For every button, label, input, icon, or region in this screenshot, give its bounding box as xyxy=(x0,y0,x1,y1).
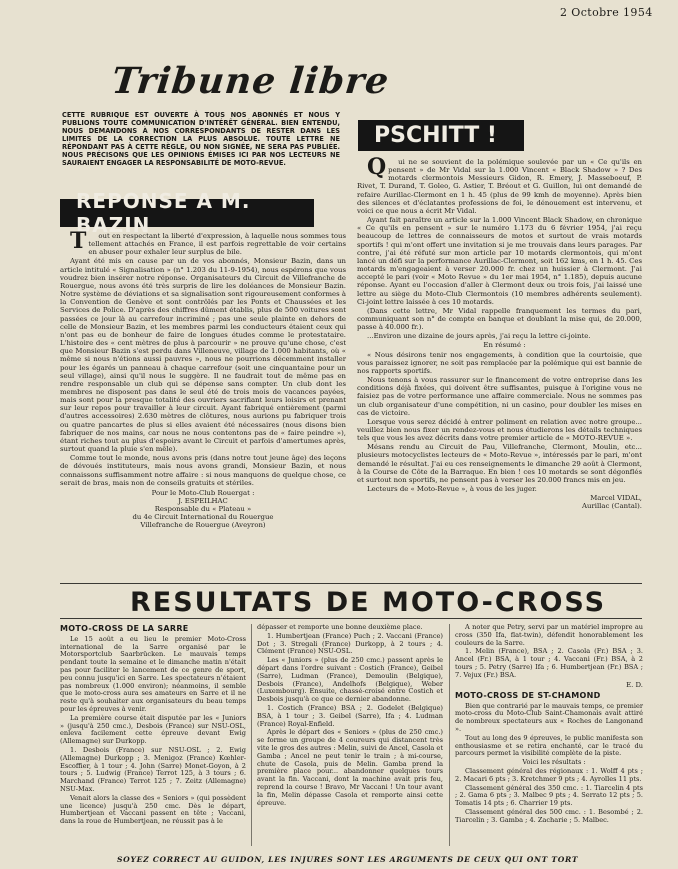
pschitt-signature: Marcel VIDAL, xyxy=(590,494,642,503)
pschitt-paragraph: Mésans rendu au Circuit de Pau, Villefranche, Clermont, Moulin, etc... plusieurs motocyclistes lecteurs de « Moto-Revue », intéressés par le pari, m'ont demandé le résultat. J'ai eu ces renseignements le dimanche 29 août à Clermont, à la Course de Côte de la Barraque. En bien ! ces 10 motards se sont dégonflés et surtout non sportifs, ne pensent pas à verser les 20.000 francs mis en jeu. xyxy=(357,443,642,484)
result-paragraph: Après le départ des « Seniors » (plus de 250 cmc.) se forme un groupe de 4 coureurs qui distancent très vite le gros des autres : Melin, suivi de Ancel, Casola et Gamba ; Ancel ne peut tenir le train ; à mi-course, chute de Casola, puis de Melin. Gamba prend la première place pour... abandonner quelques tours avant la fin. Vaccani, dont la machine avait pris feu, reprend la course ! Bravo, Mr Vaccani ! Un tour avant la fin, Melin dépasse Casola et remporte ainsi cette épreuve. xyxy=(257,728,443,807)
reponse-article xyxy=(60,228,346,530)
result-paragraph: 1. Melin (France), BSA ; 2. Casola (Fr.) BSA ; 3. Ancel (Fr.) BSA, à 1 tour ; 4. Vaccani (Fr.) BSA, à 2 tours ; 5. Petry (Sarre) Ifa ; 6. Humbertjean (Fr.) BSA ; 7. Vejux (Fr.) BSA. xyxy=(455,647,643,679)
result-signature: E. D. xyxy=(626,680,643,689)
reponse-paragraph: Tout en respectant la liberté d'expression, à laquelle nous sommes tous tellement attachés en France, il est parfois regrettable de voir certains en abuser pour exhaler leur surplus de bile. xyxy=(70,228,346,257)
result-paragraph: 1. Costich (France) BSA ; 2. Godelet (Belgique) BSA, à 1 tour ; 3. Geibel (Sarre), Ifa ; 4. Ludman (France) Royal-Enfield. xyxy=(257,703,443,728)
pschitt-paragraph: Ayant fait paraître un article sur la 1.000 Vincent Black Shadow, en chronique « Ce qu'ils en pensent » sur le numéro 1.173 du 6 février 1954, j'ai reçu beaucoup de lettres de connaisseurs de motos et surtout de vrais motards sportifs ! qui m'ont offert une invitation si je me trouvais dans leurs parages. Par contre, j'ai été réfuté sur mon article par 10 motards clermontois, qui m'ont lancé un défi sur la performance Aurillac-Clermont, soit 162 kms, en 1 h. 45. Ces motards m'engageaient à verser 20.000 fr. chez un huissier à Clermont. J'ai accepté le pari (voir « Moto Revue » du 1er mai 1954, n° 1.185), depuis aucune réponse. Ayant eu l'occasion d'aller à Clermont deux ou trois fois, j'ai laissé une lettre au siège du Moto-Club Clermontois (10 membres adhérents seulement). Ci-joint lettre laissée à ces 10 motards. xyxy=(357,216,642,306)
resultats-column-2 xyxy=(257,624,443,808)
pschitt-paragraph: Lorsque vous serez décidé à entrer poliment en relation avec notre groupe... veuillez bien nous fixer un rendez-vous et nous étudierons les détails techniques tels que vous les avez décrits dans votre premier article de « MOTO-REVUE ». xyxy=(357,417,642,443)
result-paragraph: Classement général des régionaux : 1. Wolff 4 pts ; 2. Macari 6 pts ; 3. Kretchmer 9 pts ; 4. Ayrolles 11 pts. xyxy=(455,766,643,783)
pschitt-banner: PSCHITT ! xyxy=(358,120,524,151)
tribune-title: Tribune libre xyxy=(109,60,392,102)
reponse-banner: REPONSE A M. BAZIN xyxy=(60,199,314,227)
section-divider-top xyxy=(60,583,642,584)
result-paragraph: 1. Humbertjean (France) Puch ; 2. Vaccani (France) Dot ; 3. Stregali (France) Durkopp, à 2 tours ; 4. Clément (France) NSU-OSL. xyxy=(257,631,443,656)
result-paragraph: Classement général des 500 cmc. : 1. Besombé ; 2. Tiarcelin ; 3. Gamba ; 4. Zacharie ; 5. Malbec. xyxy=(455,807,643,824)
result-paragraph: Classement général des 350 cmc. : 1. Tiarcelin 4 pts ; 2. Gama 6 pts ; 3. Malbec 9 pts ; 4. Serrato 12 pts ; 5. Tomatis 14 pts ; 6. Charrier 19 pts. xyxy=(455,783,643,808)
reponse-sig-line: du 4e Circuit International du Rouergue xyxy=(132,513,274,522)
resultats-column-1 xyxy=(60,622,246,827)
pschitt-paragraph: En résumé : xyxy=(483,341,526,350)
pschitt-paragraph: Nous tenons à vous rassurer sur le financement de votre entreprise dans les conditions déjà fixées, qui doivent être suffisantes, puisque à l'origine vous ne faisiez pas de votre performance une affaire commerciale. Nous ne sommes pas un club organisateur d'une compétition, ni un casino, pour doubler les mises en cas de victoire. xyxy=(357,376,642,417)
section-divider-bottom xyxy=(60,618,642,619)
result-paragraph: Les « Juniors » (plus de 250 cmc.) passent après le départ dans l'ordre suivant : Costich (France), Geibel (Sarre), Ludman (France), Demoulin (Belgique), Desbois (France), Andelhofs (Belgique), Weber (Luxembourg). Ensuite, chassé-croisé entre Costich et Desbois jusqu'à ce que ce dernier abandonne. xyxy=(257,656,443,704)
reponse-paragraph: Ayant été mis en cause par un de vos abonnés, Monsieur Bazin, dans un article intitulé « Signalisation » (n° 1.203 du 11-9-1954), nous espérons que vous voudrez bien insérer notre réponse. Organisateurs du Circuit de Villefranche de Rouergue, nous avons été très surpris de lire les doléances de Monsieur Bazin. Notre système de déviations et sa signalisation sont rigoureusement conformes à la Convention de Genève et sont contrôlés par les Ponts et Chaussées et les Services de Police. D'après des chiffres dûment établis, plus de 500 voitures sont passées ce jour là au carrefour incriminé ; pas une seule plainte en dehors de celle de Monsieur Bazin, et les membres parmi les conducteurs étaient ceux qui n'ont pas eu de bonheur de faire de longues études comme le protestataire. L'histoire des « cent mètres de plus à parcourir » ne prouve qu'une chose, c'est que Monsieur Bazin s'est perdu dans Villeneuve, village de 1.000 habitants, où « même si nous n'étions aussi pauvres », nous ne pourrions décemment installer pour les égarés un panneau à chaque carrefour (soit une cinquantaine pour un seul village), ainsi qu'il nous le suggère. Il ne faudrait tout de même pas en rendre responsable un club qui se dépense sans compter. Un club dont les membres ne disposent pas dans le seul été de trois mois de vacances payées, mais sont pour la presque totalité des ouvriers sacrifiant leurs loisirs et prenant sur leur repos pour travailler à leur circuit. Ayant fabriqué entièrement (parmi d'autres accessoires) 2.630 mètres de clôtures, nous aurions pu fabriquer trois ou quatre pancartes de plus si elles avaient été nécessaires (nous disons bien fabriquer de nos mains, car nous ne nous contentons pas de « faire peindre »), étant riches tout au plus d'espoirs avant le Circuit et parfois d'amertumes après, surtout quand la pluie s'en mêle). xyxy=(60,257,346,454)
reponse-signature: J. ESPEILHAC xyxy=(178,497,228,505)
result-paragraph: A noter que Petry, servi par un matériel impropre au cross (350 Ifa, flat-twin), défendit honorablement les couleurs de la Sarre. xyxy=(455,623,643,647)
column-rule xyxy=(449,624,450,846)
pschitt-paragraph: Lecteurs de « Moto-Revue », à vous de les juger. xyxy=(367,485,537,494)
pschitt-paragraph: « Nous désirons tenir nos engagements, à condition que la courtoisie, que vous paraissez ignorer, ne soit pas remplacée par la polémique qui est bannie de nos rapports sportifs. xyxy=(357,350,642,375)
reponse-paragraph: Comme tout le monde, nous avons pris (dans notre tout jeune âge) des leçons de dévoués instituteurs, mais nous avons grandi, Monsieur Bazin, et nous connaissons suffisamment notre affaire : si nous manquons de quelque chose, ce serait de bras, mais non de conseils gratuits et stériles. xyxy=(60,454,346,487)
pschitt-paragraph: Qui ne se souvient de la polémique soulevée par un « Ce qu'ils en pensent » de Mr Vidal sur la 1.000 Vincent « Black Shadow » ? Des motards clermontois Messieurs Gidon, R. Emery, J. Masseboeuf, P. Rivet, T. Durand, T. Goleo, G. Astier, T. Bréout et G. Guillon, lui ont demandé de refaire Aurillac-Clermont en 1 h. 45 (plus de 99 kmh de moyenne). Après bien des silences et d'éclatantes professions de foi, le dénouement est intervenu, et voici ce que nous a écrit Mr Vidal. xyxy=(357,154,642,215)
pschitt-signature-place: Aurillac (Cantal). xyxy=(582,502,642,511)
st-chamond-heading: MOTO-CROSS DE ST-CHAMOND xyxy=(455,690,601,700)
result-paragraph: La première course était disputée par les « Juniors » (jusqu'à 250 cmc.), Desbois (France) sur NSU-OSL, enleva facilement cette épreuve devant Ewig (Allemagne) sur Durkopp. xyxy=(60,713,246,746)
tribune-notice: CETTE RUBRIQUE EST OUVERTE À TOUS NOS ABONNÉS ET NOUS Y PUBLIONS TOUTE COMMUNICATION D'INTÉRÊT GÉNÉRAL. BIEN ENTENDU, NOUS DEMANDONS À NOS CORRESPONDANTS DE RESTER DANS LES LIMITES DE LA CORRECTION LA PLUS ABSOLUE. TOUTE LETTRE NE RÉPONDANT PAS À CETTE RÈGLE, OU NON SIGNÉE, NE SERA PAS PUBLIÉE. NOUS PRÉCISONS QUE LES OPINIONS ÉMISES ICI PAR NOS LECTEURS NE SAURAIENT ENGAGER LA RESPONSABILITÉ DE MOTO-REVUE. xyxy=(62,111,340,167)
footer-motto: SOYEZ CORRECT AU GUIDON, LES INJURES SONT LES ARGUMENTS DE CEUX QUI ONT TORT xyxy=(117,855,579,864)
reponse-sig-line: Responsable du « Plateau » xyxy=(154,505,252,514)
result-paragraph: Tout au long des 9 épreuves, le public manifesta son enthousiasme et se retira enchanté, car le tracé du parcours permet la visibilité complète de la piste. xyxy=(455,733,643,758)
result-paragraph: dépasser et remporte une bonne deuxième place. xyxy=(257,623,423,631)
result-paragraph: Le 15 août a eu lieu le premier Moto-Cross international de la Sarre organisé par le Motorsportclub Saarbrücken. Le mauvais temps pendant toute la semaine et le dimanche matin n'était pas pour faciliter le lancement de ce genre de sport, peu connu jusqu'ici en Sarre. Les spectateurs n'étaient pas nombreux (1.000 environ); néanmoins, il semble que le moto-cross aura ses amateurs en Sarre et il ne reste qu'à souhaiter aux organisateurs du beau temps pour les épreuves à venir. xyxy=(60,634,246,713)
pschitt-paragraph: (Dans cette lettre, Mr Vidal rappelle franquement les termes du pari, communiquant son n° de compte en banque et doublant la mise qui, de 20.000, passe à 40.000 fr.). xyxy=(357,306,642,332)
reponse-pour: Pour le Moto-Club Rouergat : xyxy=(151,488,255,497)
issue-date: 2 Octobre 1954 xyxy=(560,6,653,19)
pschitt-paragraph: ...Environ une dizaine de jours après, j'ai reçu la lettre ci-jointe. xyxy=(367,332,591,341)
resultats-title: RESULTATS DE MOTO-CROSS xyxy=(130,587,607,618)
pschitt-article xyxy=(357,154,642,511)
result-paragraph: Venait alors la classe des « Seniors » (qui possèdent une licence) jusqu'à 250 cmc. Dès le départ, Humbertjean et Vaccani passent en tête ; Vaccani, dans la roue de Humbertjean, ne réussit pas à le xyxy=(60,793,246,826)
result-paragraph: 1. Desbois (France) sur NSU-OSL ; 2. Ewig (Allemagne) Durkopp ; 3. Menigoz (France) Kœhler-Escoffier, à 1 tour ; 4. John (Sarre) Monet-Goyon, à 2 tours ; 5. Ludwig (France) Terrot 125, à 3 tours ; 6. Marchand (France) Terrot 125 ; 7. Zeitz (Allemagne) NSU-Max. xyxy=(60,745,246,793)
result-paragraph: Bien que contrarié par le mauvais temps, ce premier moto-cross du Moto-Club Saint-Chamonais avait attiré de nombreux spectateurs aux « Roches de Langonand ». xyxy=(455,701,643,733)
sarre-heading: MOTO-CROSS DE LA SARRE xyxy=(60,624,189,633)
column-rule xyxy=(251,624,252,846)
result-paragraph: Voici les résultats : xyxy=(522,758,586,767)
reponse-sig-line: Villefranche de Rouergue (Aveyron) xyxy=(140,521,266,530)
resultats-column-3 xyxy=(455,624,643,825)
